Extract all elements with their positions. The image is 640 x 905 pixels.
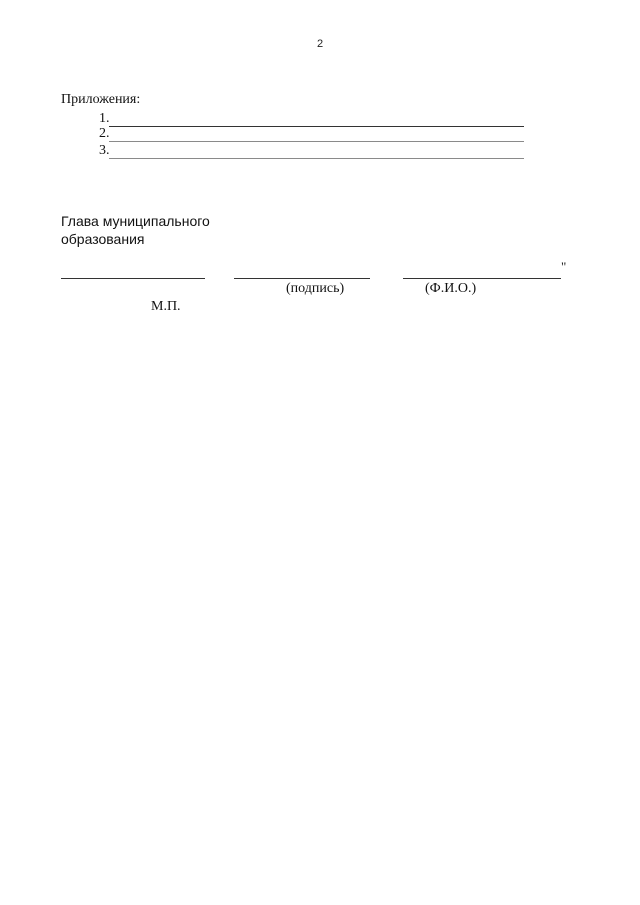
head-title-line-1: Глава муниципального bbox=[61, 213, 210, 229]
attachments-label: Приложения: bbox=[61, 92, 141, 107]
signature-line bbox=[234, 278, 370, 279]
head-title bbox=[61, 212, 210, 248]
quote-mark: " bbox=[561, 259, 567, 274]
attachment-item-1 bbox=[99, 111, 529, 127]
attachment-fill-line bbox=[109, 141, 524, 142]
full-name-caption: (Ф.И.О.) bbox=[425, 281, 477, 296]
attachment-item-2 bbox=[99, 126, 529, 142]
position-line bbox=[61, 278, 205, 279]
signature-caption: (подпись) bbox=[286, 281, 345, 296]
attachment-item-number: 3. bbox=[99, 143, 110, 158]
stamp-label: М.П. bbox=[151, 299, 181, 314]
full-name-line bbox=[403, 278, 561, 279]
page-number: 2 bbox=[316, 38, 324, 50]
attachment-item-number: 1. bbox=[99, 111, 110, 126]
attachment-item-number: 2. bbox=[99, 126, 110, 141]
attachment-fill-line bbox=[109, 158, 524, 159]
attachment-item-3 bbox=[99, 143, 529, 159]
head-title-line-2: образования bbox=[61, 231, 145, 247]
